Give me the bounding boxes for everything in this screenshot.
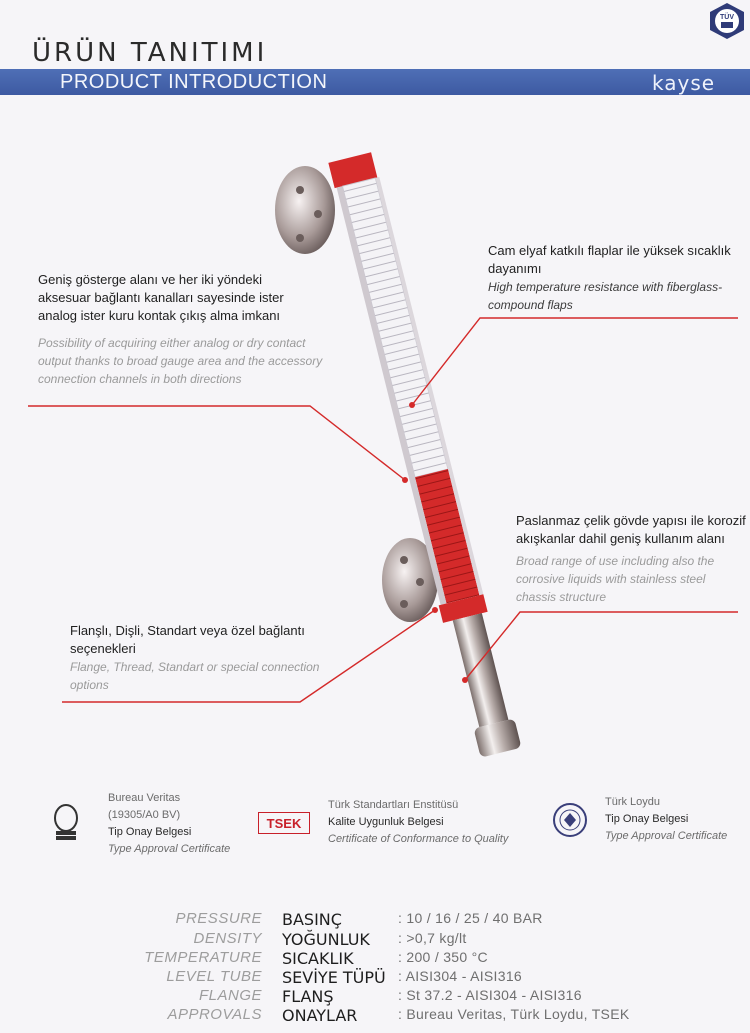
spec-label-en: DENSITY	[193, 930, 262, 947]
certificate-turk-loydu	[605, 794, 750, 845]
tsek-logo: TSEK	[258, 812, 310, 834]
spec-row-density	[0, 930, 750, 950]
spec-value: : >0,7 kg/lt	[398, 930, 467, 946]
cert-type-en: Type Approval Certificate	[605, 830, 728, 842]
page-title-english: PRODUCT INTRODUCTION	[60, 71, 328, 93]
callout-connection-en: Flange, Thread, Standart or special connection options	[70, 660, 320, 692]
cert-type-tr: Kalite Uygunluk Belgesi	[328, 816, 444, 828]
spec-value: : Bureau Veritas, Türk Loydu, TSEK	[398, 1006, 630, 1022]
spec-label-tr: SEVİYE TÜPÜ	[282, 968, 386, 987]
spec-row-pressure	[0, 910, 750, 930]
cert-type-tr: Tip Onay Belgesi	[108, 826, 192, 838]
spec-label-en: LEVEL TUBE	[166, 968, 262, 985]
cert-code: (19305/A0 BV)	[108, 809, 181, 821]
callout-output-tr: Geniş gösterge alanı ve her iki yöndeki aksesuar bağlantı kanalları sayesinde ister analog ister kuru kontak çıkış alma imkanı	[38, 272, 284, 323]
certificate-bureau-veritas	[108, 790, 258, 858]
spec-label-tr: SICAKLIK	[282, 949, 354, 968]
spec-label-en: FLANGE	[198, 987, 262, 1004]
cert-type-tr: Tip Onay Belgesi	[605, 813, 689, 825]
upper-flange	[275, 166, 335, 254]
spec-row-level-tube	[0, 968, 750, 988]
spec-row-flange	[0, 987, 750, 1007]
spec-value: : St 37.2 - AISI304 - AISI316	[398, 987, 582, 1003]
callout-flaps-tr: Cam elyaf katkılı flaplar ile yüksek sıcaklık dayanımı	[488, 243, 731, 276]
callout-steel-en: Broad range of use including also the corrosive liquids with stainless steel chassis structure	[516, 554, 715, 604]
page-title-turkish: ÜRÜN TANITIMI	[32, 38, 268, 68]
spec-label-en: PRESSURE	[175, 910, 262, 927]
cert-type-en: Certificate of Conformance to Quality	[328, 833, 509, 845]
cert-issuer: Türk Loydu	[605, 796, 661, 808]
spec-row-approvals	[0, 1006, 750, 1026]
callout-connection-tr: Flanşlı, Dişli, Standart veya özel bağlantı seçenekleri	[70, 623, 305, 656]
spec-label-tr: FLANŞ	[282, 987, 334, 1006]
turk-loydu-logo	[552, 802, 588, 838]
steel-chamber	[453, 613, 509, 727]
spec-label-tr: YOĞUNLUK	[282, 930, 370, 949]
spec-label-en: APPROVALS	[167, 1006, 262, 1023]
spec-value: : AISI304 - AISI316	[398, 968, 523, 984]
certificate-tse	[328, 797, 548, 848]
spec-value: : 200 / 350 °C	[398, 949, 488, 965]
cert-type-en: Type Approval Certificate	[108, 843, 231, 855]
spec-value: : 10 / 16 / 25 / 40 BAR	[398, 910, 543, 926]
bureau-veritas-logo	[52, 804, 80, 842]
cert-issuer: Bureau Veritas	[108, 792, 181, 804]
indicator-flaps-white	[342, 178, 448, 477]
cert-issuer: Türk Standartları Enstitüsü	[328, 799, 459, 811]
tuv-badge-text: TÜV	[720, 14, 734, 21]
callout-flaps-en: High temperature resistance with fiberglass-compound flaps	[488, 280, 723, 312]
callout-steel-tr: Paslanmaz çelik gövde yapısı ile korozif akışkanlar dahil geniş kullanım alanı	[516, 513, 746, 546]
spec-label-en: TEMPERATURE	[144, 949, 262, 966]
spec-label-tr: BASINÇ	[282, 910, 342, 929]
spec-row-temperature	[0, 949, 750, 969]
brand-logo: kayse	[652, 71, 716, 95]
callout-output-en: Possibility of acquiring either analog or dry contact output thanks to broad gauge area and the accessory connection channels in both directions	[38, 336, 323, 386]
spec-label-tr: ONAYLAR	[282, 1006, 358, 1025]
